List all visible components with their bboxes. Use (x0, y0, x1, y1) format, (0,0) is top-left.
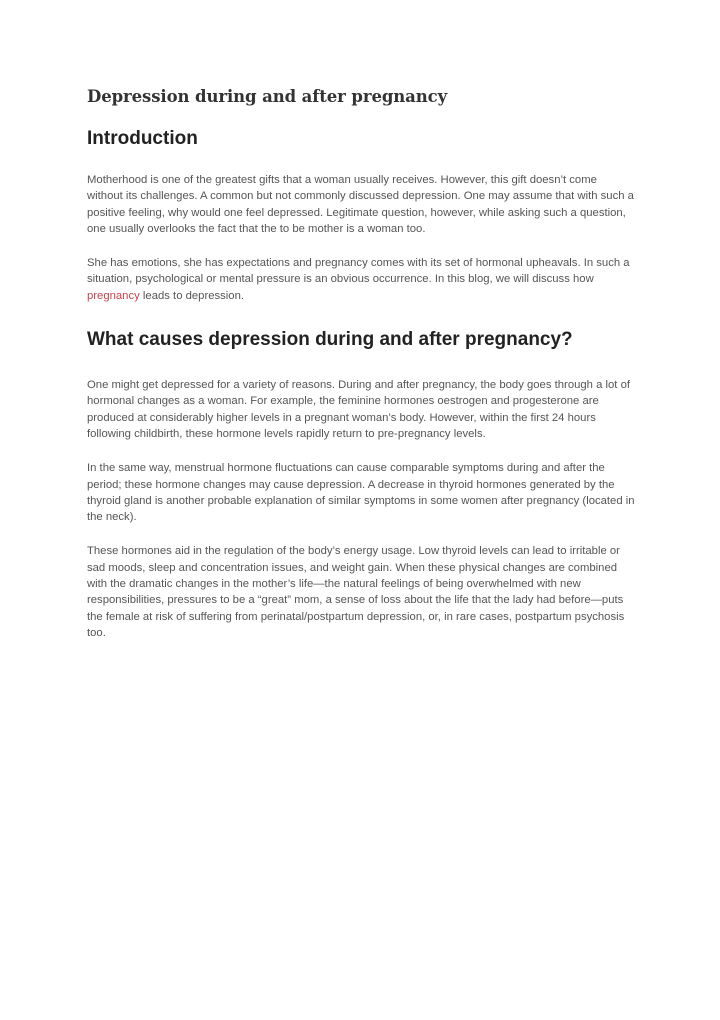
paragraph-intro-1: Motherhood is one of the greatest gifts that a woman usually receives. However, this gift doesn’t come without its challenges. A common but not commonly discussed depression. One may assume that with such a positive feeling, why would one feel depressed. Legitimate question, however, while asking such a question, one usually overlooks the fact that the to be mother is a woman too. (87, 174, 634, 235)
paragraph-intro-2-text-after: leads to depression. (139, 289, 245, 302)
heading-causes: What causes depression during and after pregnancy? (87, 329, 573, 351)
paragraph-intro-2-text-before: She has emotions, she has expectations and pregnancy comes with its set of hormonal upheavals. In such a situation, psychological or mental pressure is an obvious occurrence. In this blog, we will discuss how (87, 257, 630, 286)
document-content (87, 86, 635, 641)
paragraph-causes-2: In the same way, menstrual hormone fluctuations can cause comparable symptoms during and after the period; these hormone changes may cause depression. A decrease in thyroid hormones generated by the thyroid gland is another probable explanation of similar symptoms in some women after pregnancy (located in the neck). (87, 462, 635, 524)
paragraph-causes-1: One might get depressed for a variety of reasons. During and after pregnancy, the body goes through a lot of hormonal changes as a woman. For example, the feminine hormones oestrogen and progesterone are produced at considerably higher levels in a pregnant woman’s body. However, within the first 24 hours following childbirth, these hormone levels rapidly return to pre-pregnancy levels. (87, 379, 630, 440)
pregnancy-link[interactable]: pregnancy (87, 289, 140, 302)
paragraph-intro-2 (87, 255, 635, 304)
document-title: Depression during and after pregnancy (87, 87, 448, 106)
heading-introduction: Introduction (87, 128, 198, 149)
paragraph-causes-3: These hormones aid in the regulation of the body’s energy usage. Low thyroid levels can lead to irritable or sad moods, sleep and concentration issues, and weight gain. When these physical changes are combined with the dramatic changes in the mother’s life—the natural feelings of being overwhelmed with new responsibilities, pressures to be a “great” mom, a sense of loss about the life that the lady had before—puts the female at risk of suffering from perinatal/postpartum depression, or, in rare cases, postpartum psychosis too. (87, 545, 625, 639)
